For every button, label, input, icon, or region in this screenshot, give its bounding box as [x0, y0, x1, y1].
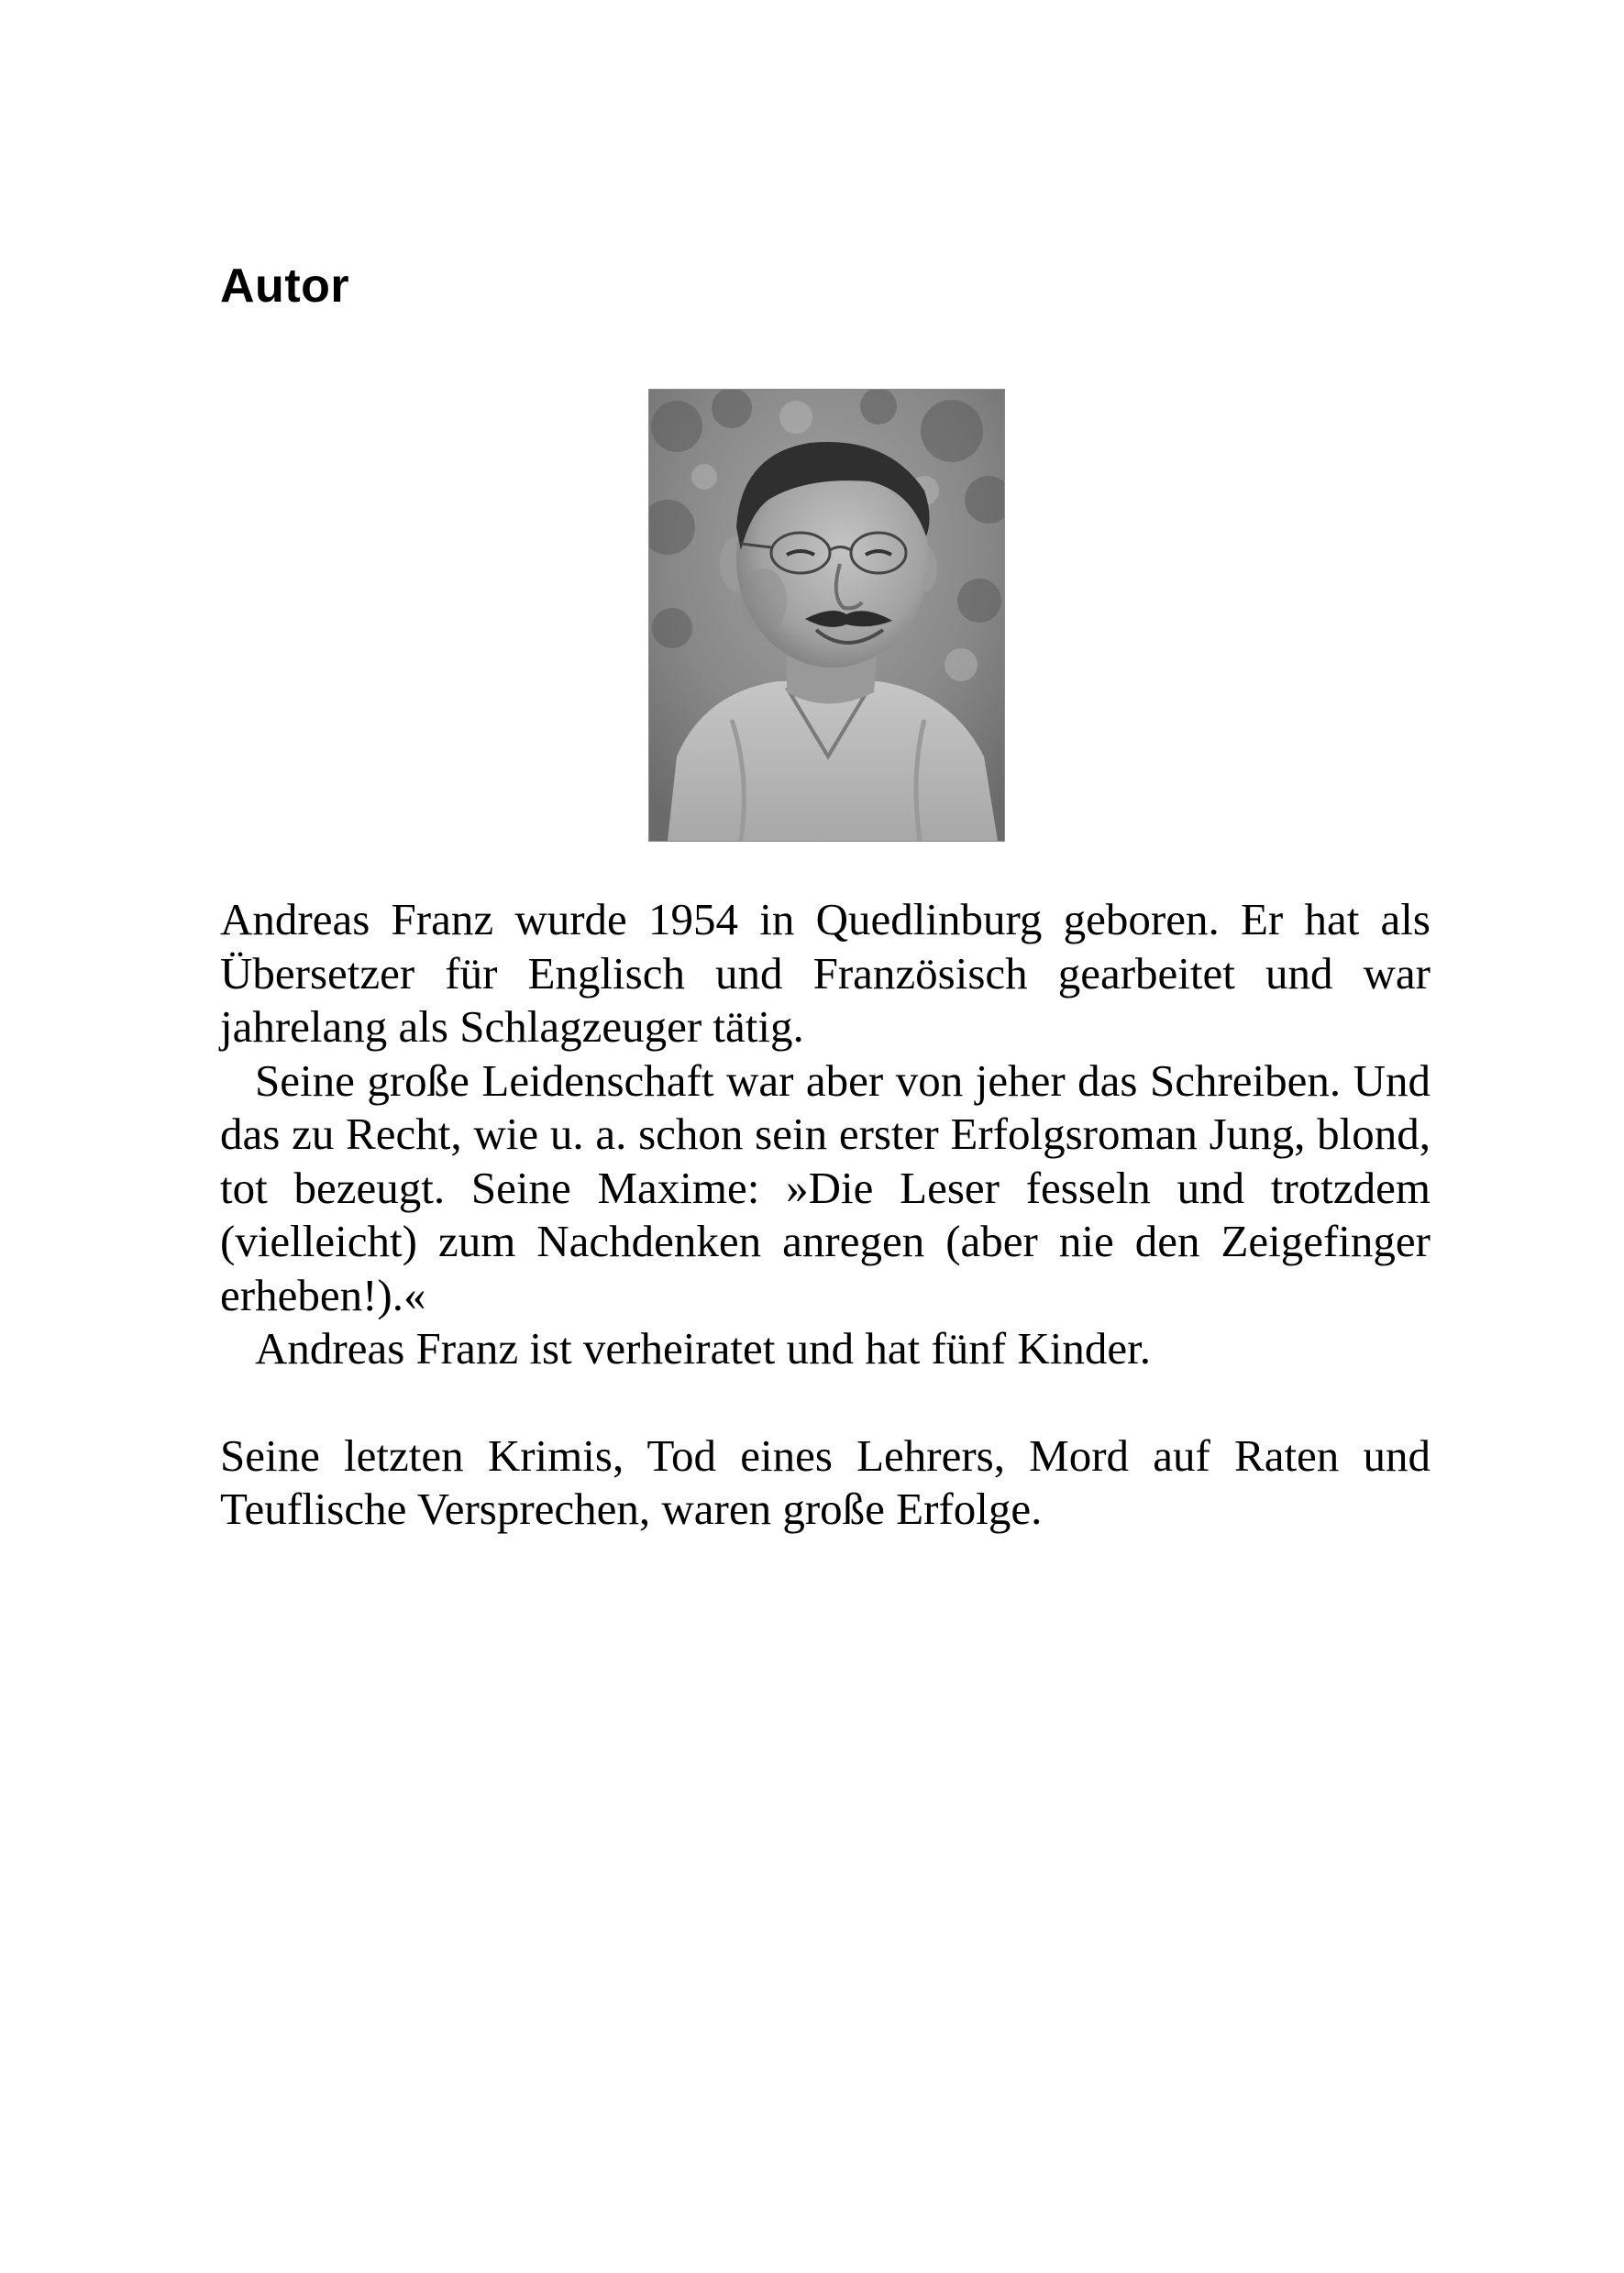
author-photo [648, 389, 1005, 842]
paragraph-family: Andreas Franz ist verheiratet und hat fünf Kinder. [255, 1323, 1151, 1374]
author-portrait-photo-icon [649, 390, 1004, 841]
biography-text [220, 893, 1431, 1537]
paragraph-recent-works: Seine letzten Krimis, Tod eines Lehrers, Mord auf Raten und Teuflische Versprechen, waren große Erfolge. [220, 1429, 1431, 1534]
page-title: Autor [220, 259, 350, 313]
paragraph-intro: Andreas Franz wurde 1954 in Quedlinburg geboren. Er hat als Übersetzer für Englisch und Französisch gearbeitet und war jahrelang als Schlagzeuger tätig. [220, 894, 1431, 1052]
paragraph-passion: Seine große Leidenschaft war aber von jeher das Schreiben. Und das zu Recht, wie u. a. schon sein erster Erfolgsroman Jung, blond, tot bezeugt. Seine Maxime: »Die Leser fesseln und trotzdem (vielleicht) zum Nachdenken anregen (aber nie den Zeigefinger erheben!).« [220, 1054, 1431, 1320]
